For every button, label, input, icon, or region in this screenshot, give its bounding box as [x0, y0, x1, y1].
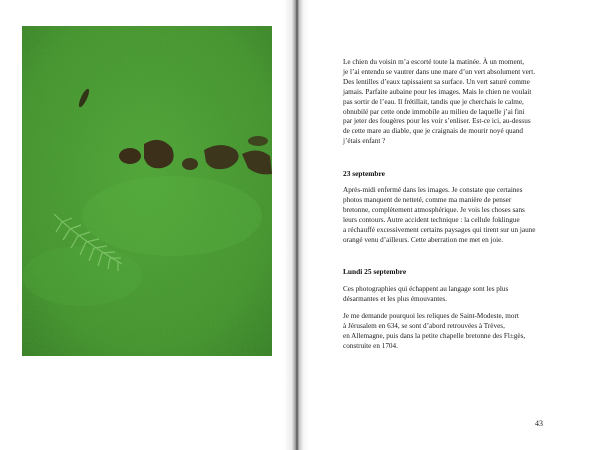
- text-line: pas sortir de l’eau. Il frétillait, tandis que je cherchais le calme,: [343, 97, 524, 106]
- left-page: [0, 0, 292, 450]
- text-line: j’étais enfant ?: [343, 137, 386, 146]
- text-line: orangé venu d’ailleurs. Cette aberration me met en joie.: [343, 235, 504, 244]
- text-line: Ces photographies qui échappent au langage sont les plus: [343, 285, 509, 293]
- text-line: désarmantes et les plus émouvantes.: [343, 294, 447, 303]
- text-line: Des lentilles d’eaux tapissaient sa surface. Un vert saturé comme: [343, 77, 530, 86]
- text-line: à Jérusalem en 634, se sont d’abord retrouvées à Trèves,: [343, 321, 505, 330]
- mud-patch: [119, 148, 141, 164]
- text-line: Après-midi enfermé dans les images. Je constate que certaines: [343, 186, 523, 194]
- text-line: construite en 1704.: [343, 341, 398, 350]
- text-line: leurs contours. Autre accident technique : la cellule foklingue: [343, 215, 520, 224]
- entry-date-23-septembre: 23 septembre: [343, 169, 385, 178]
- entry-25-paragraph-a: [343, 285, 558, 305]
- text-line: de cette mare au diable, que je craignais de mourir noyé quand: [343, 127, 524, 136]
- text-line: a réchauffé excessivement certains paysages qui tirent sur un jaune: [343, 225, 536, 234]
- text-line: je l’ai entendu se vautrer dans une mare d’un vert absolument vert.: [343, 67, 535, 76]
- text-line: Le chien du voisin m’a escorté toute la matinée. À un moment,: [343, 58, 525, 66]
- text-line: photos manquent de netteté, comme ma manière de penser: [343, 195, 512, 204]
- text-line: en Allemagne, puis dans la petite chapelle bretonne des Fl±gès,: [343, 331, 526, 340]
- text-line: Je me demande pourquoi les reliques de Saint-Modeste, mort: [343, 312, 519, 320]
- text-line: par jeter des fougères pour les voir s’enliser. Est-ce ici, au-dessus: [343, 117, 531, 126]
- opening-paragraph: [343, 58, 558, 147]
- pond-photograph: [22, 26, 272, 356]
- right-page: [300, 0, 589, 450]
- text-line: obnubilé par cette onde immobile au milieu de laquelle j’ai fini: [343, 107, 525, 116]
- entry-25-paragraph-b: [343, 312, 558, 352]
- entry-date-lundi-25-septembre: Lundi 25 septembre: [343, 267, 407, 276]
- pond-photo-image: [22, 26, 272, 356]
- page-number: 43: [535, 419, 543, 428]
- text-line: bretonne, complètement atmosphérique. Je vois les choses sans: [343, 205, 525, 214]
- entry-23-paragraph: [343, 186, 558, 245]
- text-line: jamais. Parfaite aubaine pour les images. Mais le chien ne voulait: [343, 87, 532, 96]
